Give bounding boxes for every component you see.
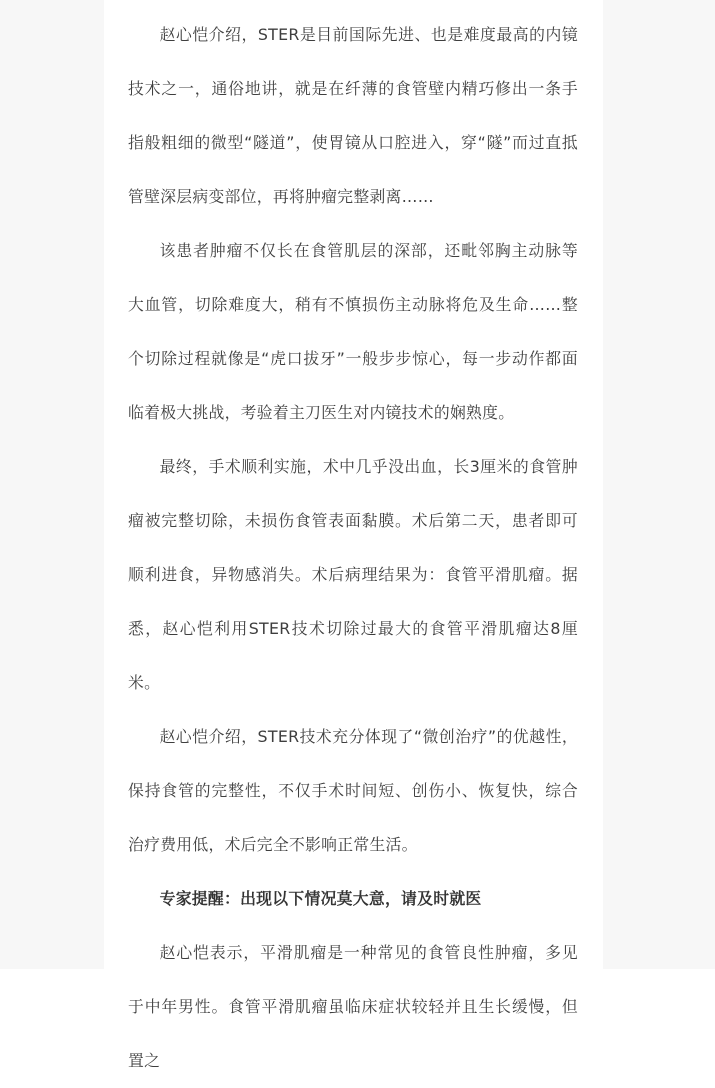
section-heading: 专家提醒：出现以下情况莫大意，请及时就医 <box>159 889 482 908</box>
right-margin <box>603 0 715 969</box>
article-body <box>104 0 603 1070</box>
paragraph-expert-advice: 赵心恺表示，平滑肌瘤是一种常见的食管良性肿瘤，多见于中年男性。食管平滑肌瘤虽临床症状较轻并且生长缓慢，但置之 <box>128 943 578 1070</box>
paragraph-surgery-result: 最终，手术顺利实施，术中几乎没出血，长3厘米的食管肿瘤被完整切除，未损伤食管表面黏膜。术后第二天，患者即可顺利进食，异物感消失。术后病理结果为：食管平滑肌瘤。据悉，赵心恺利用STER技术切除过最大的食管平滑肌瘤达8厘米。 <box>128 457 578 692</box>
left-margin <box>0 0 104 969</box>
article-content <box>128 8 578 1088</box>
paragraph-ster-advantages: 赵心恺介绍，STER技术充分体现了“微创治疗”的优越性，保持食管的完整性，不仅手术时间短、创伤小、恢复快，综合治疗费用低，术后完全不影响正常生活。 <box>128 727 578 854</box>
paragraph-tumor-location: 该患者肿瘤不仅长在食管肌层的深部，还毗邻胸主动脉等大血管，切除难度大，稍有不慎损伤主动脉将危及生命……整个切除过程就像是“虎口拔牙”一般步步惊心，每一步动作都面临着极大挑战，考验着主刀医生对内镜技术的娴熟度。 <box>128 241 578 422</box>
paragraph-ster-intro: 赵心恺介绍，STER是目前国际先进、也是难度最高的内镜技术之一，通俗地讲，就是在纤薄的食管壁内精巧修出一条手指般粗细的微型“隧道”，使胃镜从口腔进入，穿“隧”而过直抵管壁深层病变部位，再将肿瘤完整剥离…… <box>128 25 578 206</box>
